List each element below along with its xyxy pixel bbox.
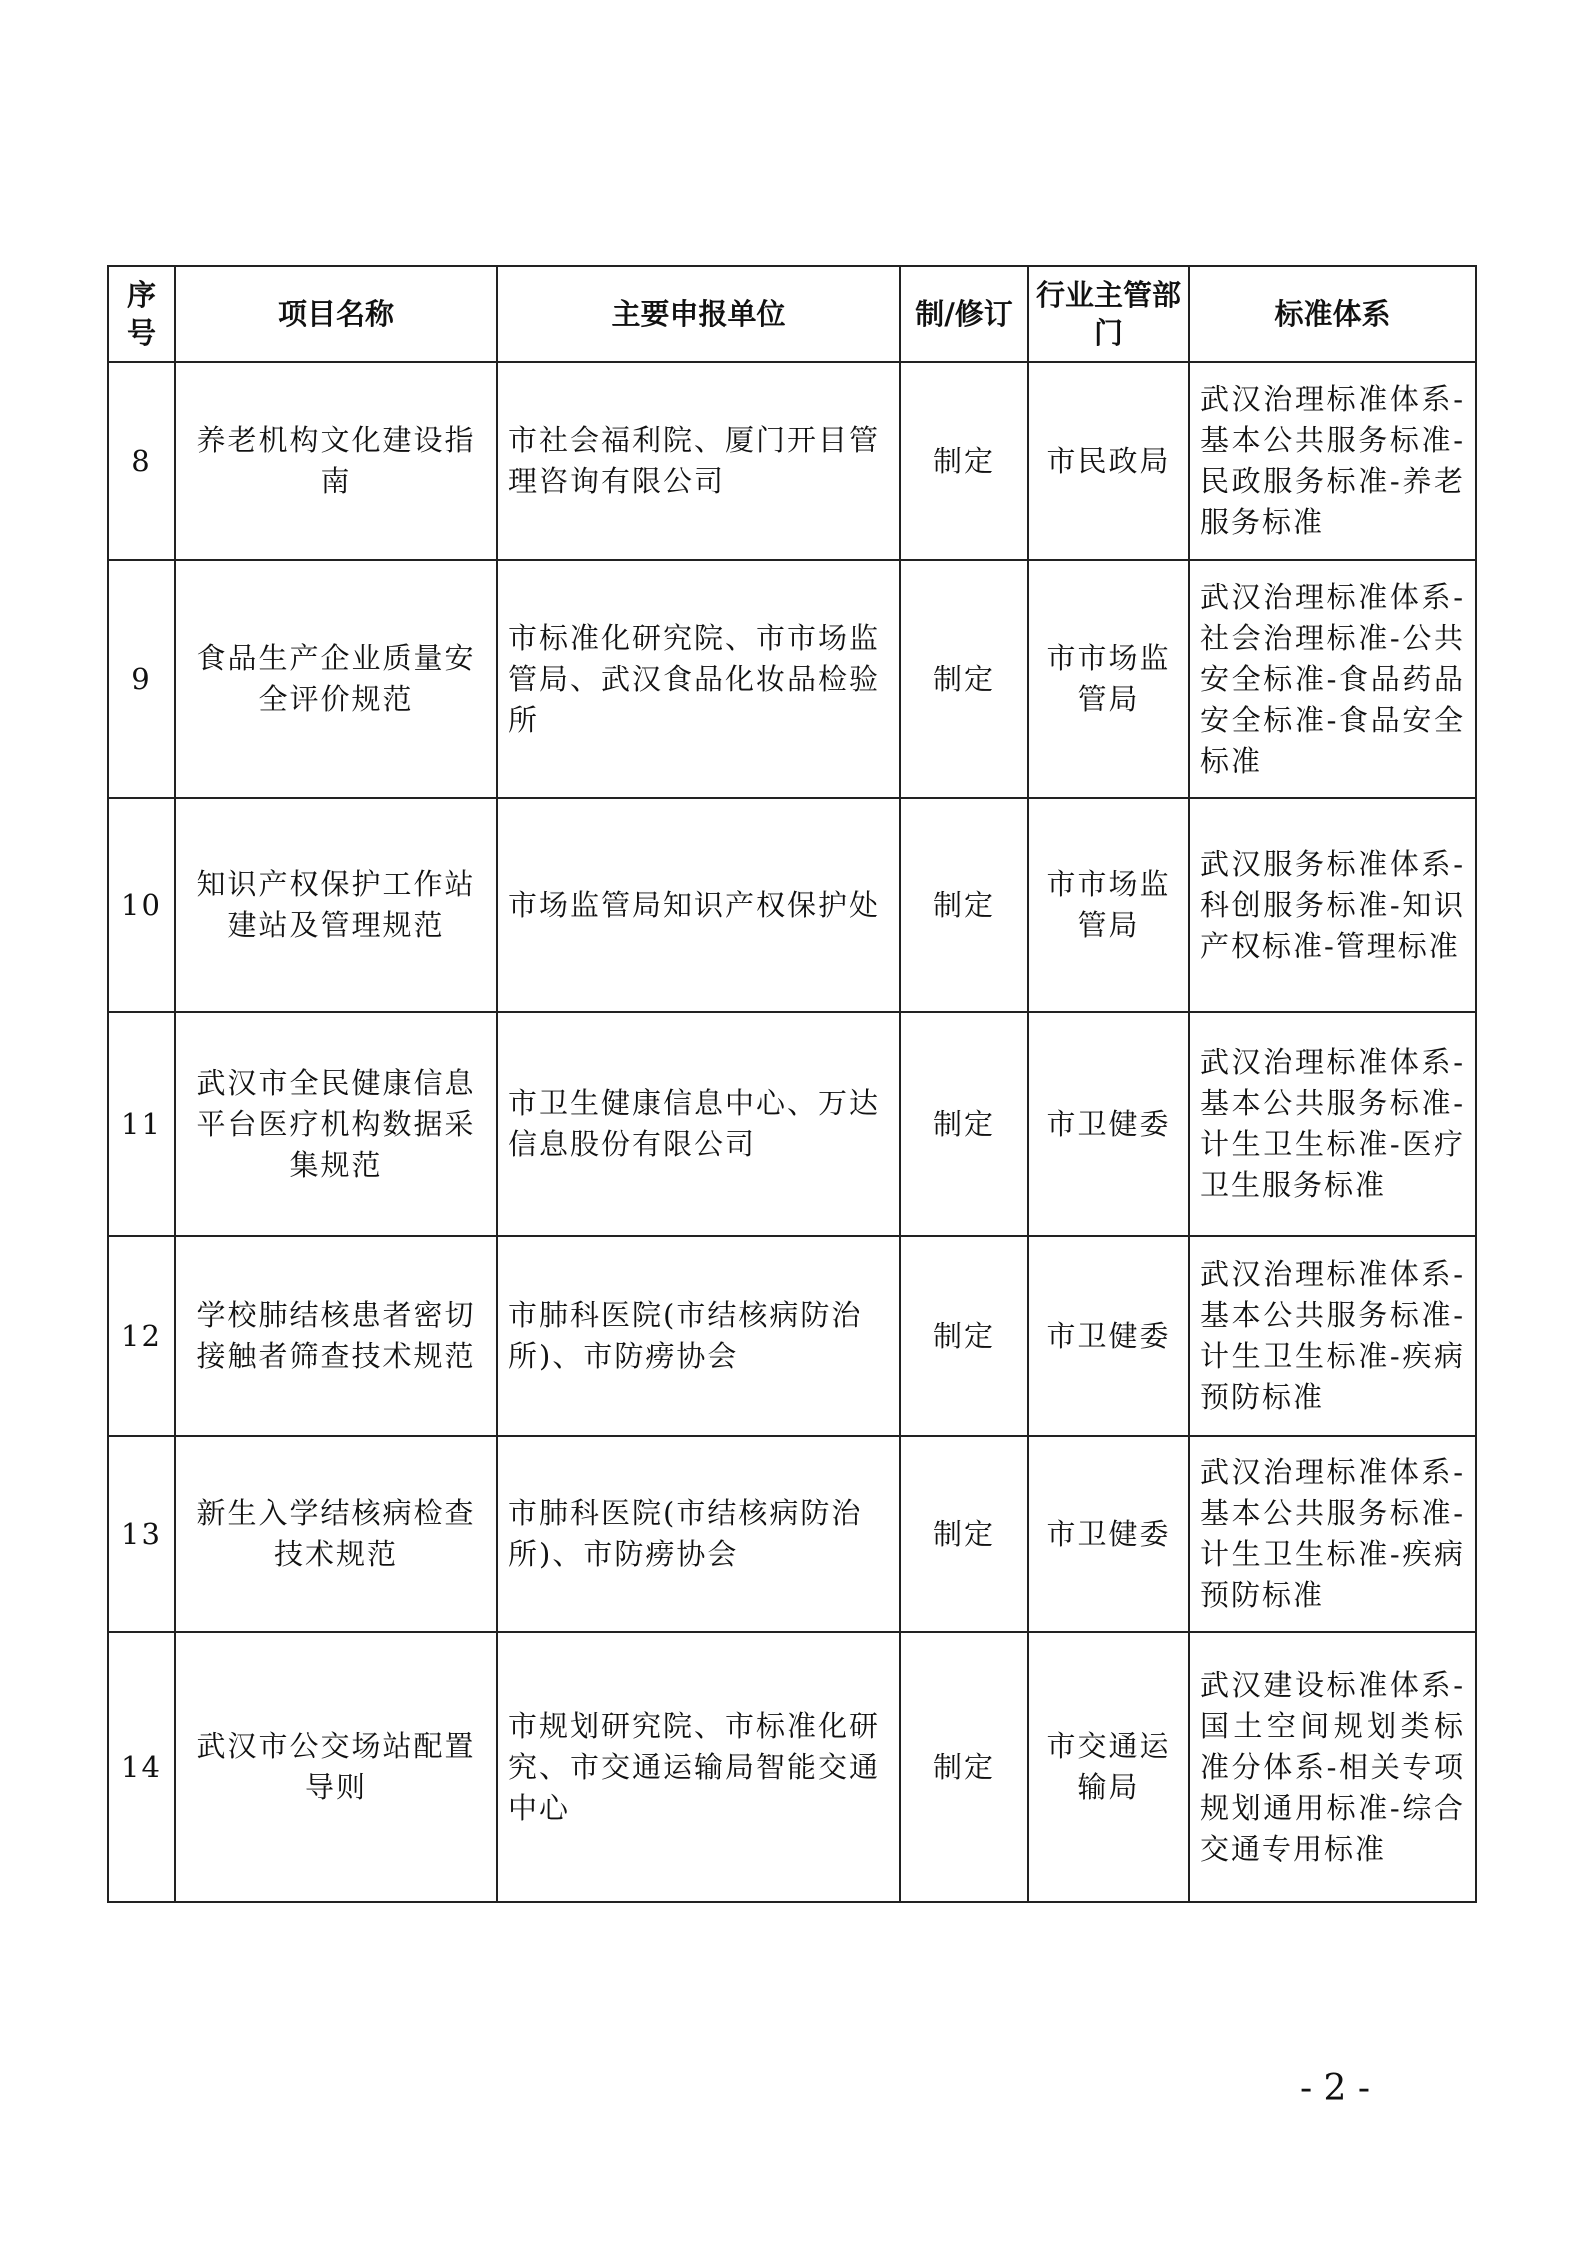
table-row (108, 1236, 1476, 1436)
row-seq: 10 (108, 798, 175, 1012)
row-seq: 9 (108, 560, 175, 798)
row-type: 制定 (900, 362, 1028, 560)
row-seq: 13 (108, 1436, 175, 1632)
table-row (108, 1632, 1476, 1902)
row-dept: 市市场监管局 (1028, 560, 1189, 798)
row-dept: 市市场监管局 (1028, 798, 1189, 1012)
row-system: 武汉治理标准体系-基本公共服务标准-民政服务标准-养老服务标准 (1189, 362, 1476, 560)
row-system: 武汉治理标准体系-基本公共服务标准-计生卫生标准-疾病预防标准 (1189, 1236, 1476, 1436)
page-number: - 2 - (1299, 2068, 1371, 2109)
row-seq: 14 (108, 1632, 175, 1902)
row-project-name: 养老机构文化建设指南 (175, 362, 497, 560)
table-row (108, 1012, 1476, 1236)
row-unit: 市规划研究院、市标准化研究、市交通运输局智能交通中心 (497, 1632, 900, 1902)
row-type: 制定 (900, 1632, 1028, 1902)
header-dept: 行业主管部门 (1028, 266, 1189, 362)
row-unit: 市肺科医院(市结核病防治所)、市防痨协会 (497, 1236, 900, 1436)
row-project-name: 武汉市公交场站配置导则 (175, 1632, 497, 1902)
row-seq: 11 (108, 1012, 175, 1236)
row-seq: 12 (108, 1236, 175, 1436)
row-type: 制定 (900, 1012, 1028, 1236)
row-project-name: 学校肺结核患者密切接触者筛查技术规范 (175, 1236, 497, 1436)
row-project-name: 武汉市全民健康信息平台医疗机构数据采集规范 (175, 1012, 497, 1236)
table-header-row (108, 266, 1476, 362)
header-seq: 序号 (108, 266, 175, 362)
row-project-name: 食品生产企业质量安全评价规范 (175, 560, 497, 798)
row-system: 武汉建设标准体系-国土空间规划类标准分体系-相关专项规划通用标准-综合交通专用标准 (1189, 1632, 1476, 1902)
row-type: 制定 (900, 560, 1028, 798)
table-row (108, 798, 1476, 1012)
table-row (108, 1436, 1476, 1632)
table-row (108, 560, 1476, 798)
row-system: 武汉治理标准体系-基本公共服务标准-计生卫生标准-医疗卫生服务标准 (1189, 1012, 1476, 1236)
row-seq: 8 (108, 362, 175, 560)
row-dept: 市民政局 (1028, 362, 1189, 560)
row-dept: 市交通运输局 (1028, 1632, 1189, 1902)
header-unit: 主要申报单位 (497, 266, 900, 362)
header-type: 制/修订 (900, 266, 1028, 362)
row-system: 武汉治理标准体系-基本公共服务标准-计生卫生标准-疾病预防标准 (1189, 1436, 1476, 1632)
row-unit: 市社会福利院、厦门开目管理咨询有限公司 (497, 362, 900, 560)
row-dept: 市卫健委 (1028, 1436, 1189, 1632)
row-unit: 市肺科医院(市结核病防治所)、市防痨协会 (497, 1436, 900, 1632)
header-system: 标准体系 (1189, 266, 1476, 362)
table-row (108, 362, 1476, 560)
row-unit: 市标准化研究院、市市场监管局、武汉食品化妆品检验所 (497, 560, 900, 798)
row-type: 制定 (900, 1236, 1028, 1436)
row-project-name: 知识产权保护工作站建站及管理规范 (175, 798, 497, 1012)
row-type: 制定 (900, 798, 1028, 1012)
row-system: 武汉治理标准体系-社会治理标准-公共安全标准-食品药品安全标准-食品安全标准 (1189, 560, 1476, 798)
row-type: 制定 (900, 1436, 1028, 1632)
row-system: 武汉服务标准体系-科创服务标准-知识产权标准-管理标准 (1189, 798, 1476, 1012)
row-unit: 市卫生健康信息中心、万达信息股份有限公司 (497, 1012, 900, 1236)
row-project-name: 新生入学结核病检查技术规范 (175, 1436, 497, 1632)
row-unit: 市场监管局知识产权保护处 (497, 798, 900, 1012)
header-name: 项目名称 (175, 266, 497, 362)
standards-table (107, 265, 1477, 1903)
row-dept: 市卫健委 (1028, 1012, 1189, 1236)
row-dept: 市卫健委 (1028, 1236, 1189, 1436)
